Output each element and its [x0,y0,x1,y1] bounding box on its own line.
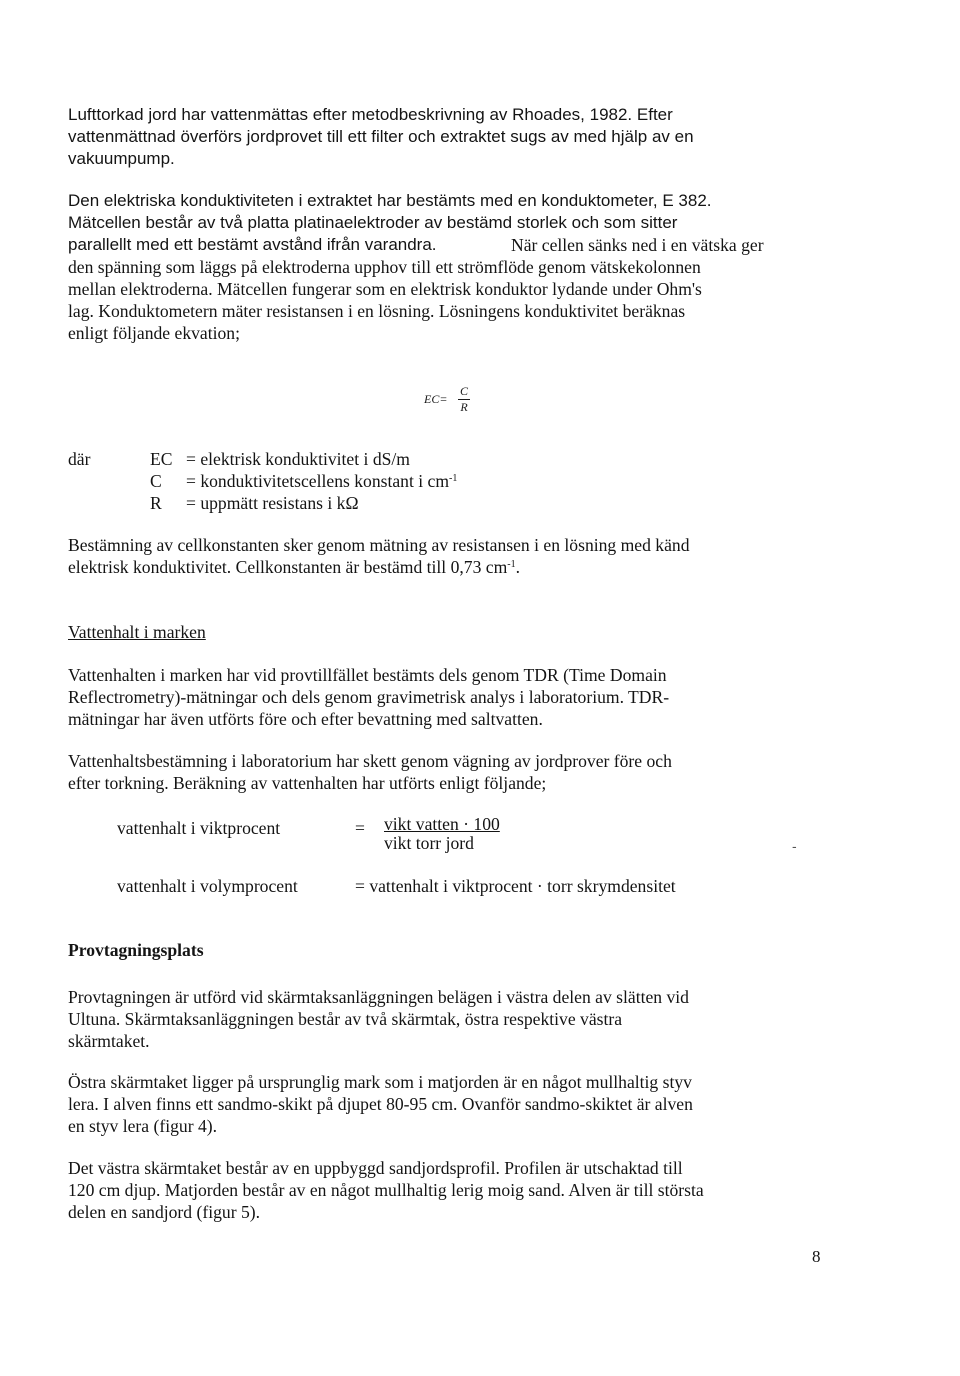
numerator-text: vikt vatten · 100 [384,814,500,834]
formula-fraction [457,384,471,415]
paragraph-west-roof [68,1157,826,1223]
formula-lhs: EC= [424,392,448,406]
text-line: vattenmättnad överförs jordprovet till ett filter och extraktet sugs av med hjälp av en [68,127,694,146]
text-line: 120 cm djup. Matjorden består av en något mullhaltig lerig moig sand. Alven är till största [68,1180,704,1200]
paragraph-lab-method [68,750,826,794]
text-line: mellan elektroderna. Mätcellen fungerar som en elektrisk konduktor lydande under Ohm's [68,279,702,299]
definition-symbol: C [150,471,162,491]
text-line: När cellen sänks ned i en vätska ger [511,235,764,255]
text-line: Provtagningen är utförd vid skärmtaksanläggningen belägen i västra delen av slätten vid [68,987,689,1007]
paragraph-site [68,986,826,1052]
text-line: Ultuna. Skärmtaksanläggningen består av två skärmtak, östra respektive västra [68,1009,623,1029]
equation-rhs-volume: = vattenhalt i viktprocent · torr skrymdensitet [355,876,676,896]
definition-row [150,492,359,514]
definition-symbol: R [150,493,162,513]
equation-numerator [384,814,500,835]
text-line: parallellt med ett bestämt avstånd ifrån varandra. [68,235,437,254]
text-fragment: . [515,557,521,577]
text-line: Mätcellen består av två platta platinaelektroder av bestämd storlek och som sitter [68,213,678,232]
definition-row [150,470,457,492]
paragraph-rhoades [68,104,826,170]
paragraph-conductivity-serif [68,234,826,344]
text-line: Det västra skärmtaket består av en uppbyggd sandjordsprofil. Profilen är utschaktad till [68,1158,683,1178]
text-fragment: elektrisk konduktivitet. Cellkonstanten är bestämd till 0,73 cm [68,557,508,577]
unit-superscript: -1 [507,559,516,570]
text-line: Lufttorkad jord har vattenmättas efter metodbeskrivning av Rhoades, 1982. Efter [68,105,673,124]
equation-equals: = [355,818,365,838]
paragraph-east-roof [68,1071,826,1137]
formula-numerator: C [459,384,468,398]
text-line: den spänning som läggs på elektroderna upphov till ett strömflöde genom vätskekolonnen [68,257,701,277]
text-line: en styv lera (figur 4). [68,1116,218,1136]
text-line: vakuumpump. [68,149,175,168]
text-line: Den elektriska konduktiviteten i extraktet har bestämts med en konduktometer, E 382. [68,191,712,210]
stray-mark: - [792,838,797,854]
equation-denominator: vikt torr jord [384,833,474,853]
text-line: enligt följande ekvation; [68,323,240,343]
equation-label-weight: vattenhalt i viktprocent [117,818,281,838]
text-line: lag. Konduktometern mäter resistansen i en lösning. Lösningens konduktivitet beräknas [68,301,686,321]
text-line: Reflectrometry)-mätningar och dels genom gravimetrisk analys i laboratorium. TDR- [68,687,670,707]
definition-text: = uppmätt resistans i kΩ [186,493,359,513]
text-line: mätningar har även utförts före och efter bevattning med saltvatten. [68,709,543,729]
text-line: Vattenhaltsbestämning i laboratorium har skett genom vägning av jordprover före och [68,751,672,771]
definition-text: = elektrisk konduktivitet i dS/m [186,449,410,469]
text-line [68,556,826,578]
text-line: lera. I alven finns ett sandmo-skikt på djupet 80-95 cm. Ovanför sandmo-skiktet är alven [68,1094,693,1114]
equation-label-volume: vattenhalt i volymprocent [117,876,298,896]
definition-row [150,448,410,470]
paragraph-tdr [68,664,826,730]
text-line: Bestämning av cellkonstanten sker genom mätning av resistansen i en lösning med känd [68,535,690,555]
page-number: 8 [812,1247,821,1266]
paragraph-cell-constant [68,534,826,578]
definition-text: = konduktivitetscellens konstant i cm [186,471,450,491]
text-line: Vattenhalten i marken har vid provtillfället bestämts dels genom TDR (Time Domain [68,665,667,685]
text-line: delen en sandjord (figur 5). [68,1202,261,1222]
section-heading-vattenhalt: Vattenhalt i marken [68,622,206,642]
definitions-lead: där [68,449,91,469]
text-line: skärmtaket. [68,1031,150,1051]
section-heading-provtagningsplats: Provtagningsplats [68,940,204,960]
definition-superscript: -1 [449,473,458,484]
text-line: efter torkning. Beräkning av vattenhalten har utförts enligt följande; [68,773,547,793]
formula-denominator: R [460,400,468,414]
text-line: Östra skärmtaket ligger på ursprunglig mark som i matjorden är en något mullhaltig styv [68,1072,692,1092]
definition-symbol: EC [150,449,173,469]
